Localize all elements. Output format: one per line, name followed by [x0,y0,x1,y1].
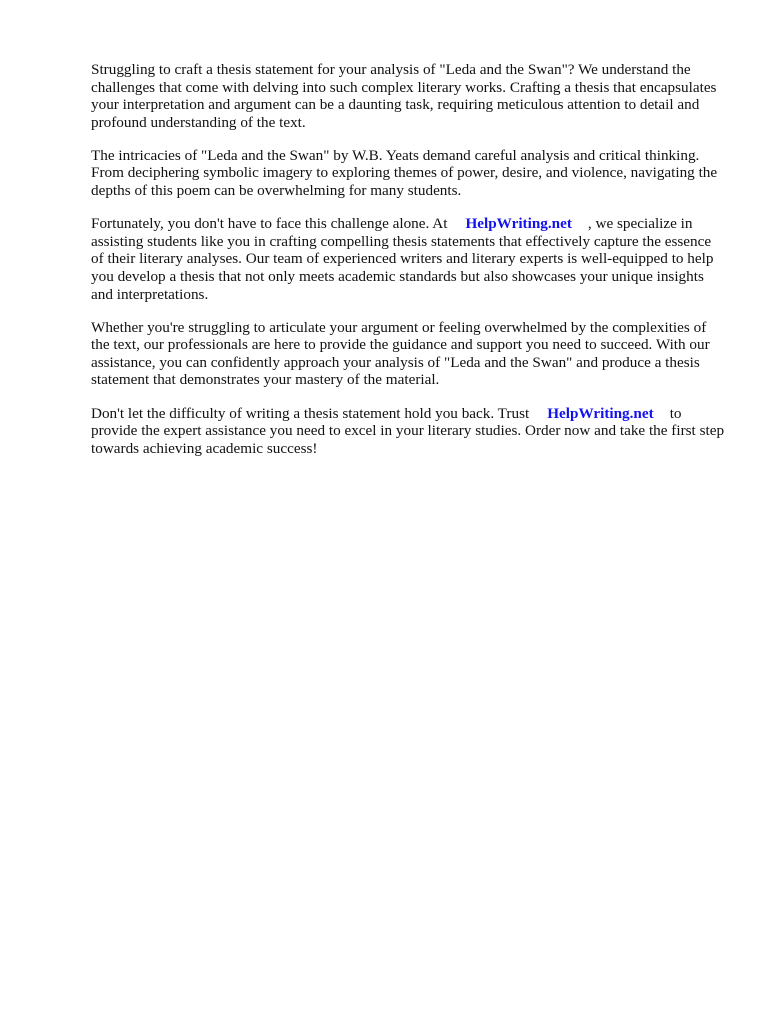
paragraph-fortunately-end: , we specialize in assisting students like you in crafting compelling thesis statements that effectively capture the essence of their literary analyses. Our team of experienced writers and literary experts is well-equipped to help you develop a thesis that not only meets academic standards but also showcases your unique insights and interpretations. [91,215,714,303]
document-body [91,61,727,473]
helpwriting-link-2[interactable]: HelpWriting.net [547,404,654,422]
paragraph-closing-end: to provide the expert assistance you need to excel in your literary studies. Order now and take the first step towards achieving academic success! [91,404,725,457]
paragraph-intricacies: The intricacies of "Leda and the Swan" by W.B. Yeats demand careful analysis and critical thinking. From deciphering symbolic imagery to exploring themes of power, desire, and violence, navigating the depths of this poem can be overwhelming for many students. [91,146,718,200]
paragraph-closing [91,405,727,458]
helpwriting-link[interactable]: HelpWriting.net [465,215,572,233]
paragraph-whether: Whether you're struggling to articulate your argument or feeling overwhelmed by the complexities of the text, our professionals are here to provide the guidance and support you need to succeed. With our assistance, you can confidently approach your analysis of "Leda and the Swan" and produce a thesis statement that demonstrates your mastery of the material. [91,318,710,389]
paragraph-intro: Struggling to craft a thesis statement for your analysis of "Leda and the Swan"? We understand the challenges that come with delving into such complex literary works. Crafting a thesis that encapsulates your interpretation and argument can be a daunting task, requiring meticulous attention to detail and profound understanding of the text. [91,61,717,131]
paragraph-fortunately-start: Fortunately, you don't have to face this challenge alone. At [91,215,448,233]
paragraph-closing-start: Don't let the difficulty of writing a thesis statement hold you back. Trust [91,404,530,422]
paragraph-fortunately [91,215,727,303]
